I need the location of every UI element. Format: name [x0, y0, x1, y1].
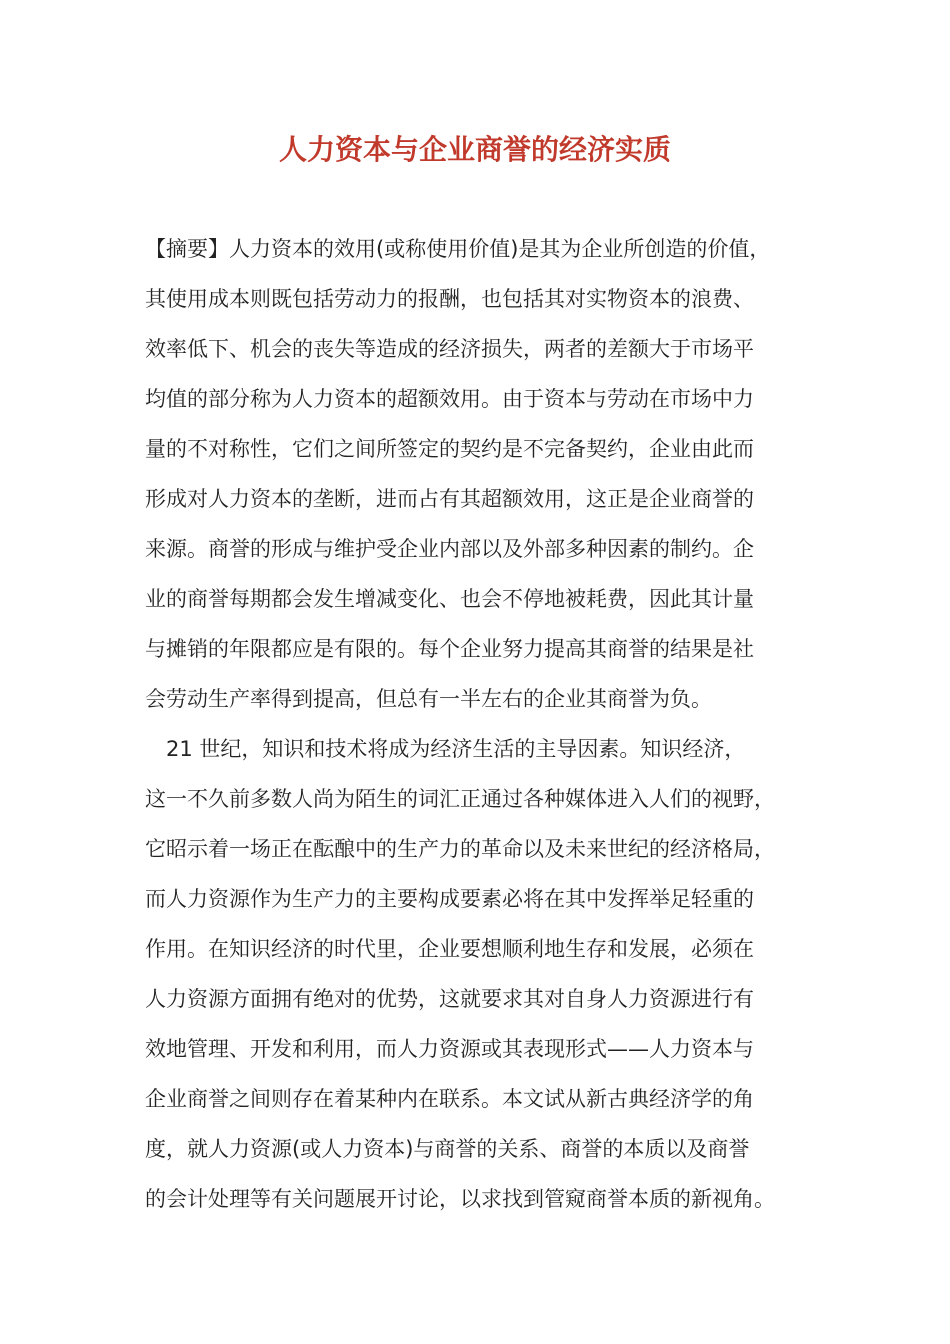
text-line: 业的商誉每期都会发生增减变化、也会不停地被耗费，因此其计量 — [145, 587, 754, 611]
text-line: 均值的部分称为人力资本的超额效用。由于资本与劳动在市场中力 — [145, 387, 754, 411]
text-line: 的会计处理等有关问题展开讨论，以求找到管窥商誉本质的新视角。 — [145, 1187, 775, 1211]
text-line: 来源。商誉的形成与维护受企业内部以及外部多种因素的制约。企 — [145, 537, 754, 561]
text-line: 效地管理、开发和利用，而人力资源或其表现形式——人力资本与 — [145, 1037, 754, 1061]
text-line: 与摊销的年限都应是有限的。每个企业努力提高其商誉的结果是社 — [145, 637, 754, 661]
text-line: 这一不久前多数人尚为陌生的词汇正通过各种媒体进入人们的视野， — [145, 787, 775, 811]
text-line: 其使用成本则既包括劳动力的报酬，也包括其对实物资本的浪费、 — [145, 287, 754, 311]
text-line: 效率低下、机会的丧失等造成的经济损失，两者的差额大于市场平 — [145, 337, 754, 361]
text-line: 它昭示着一场正在酝酿中的生产力的革命以及未来世纪的经济格局， — [145, 837, 775, 861]
document-title: 人力资本与企业商誉的经济实质 — [278, 133, 671, 166]
text-line: 量的不对称性，它们之间所签定的契约是不完备契约，企业由此而 — [145, 437, 754, 461]
text-line: 企业商誉之间则存在着某种内在联系。本文试从新古典经济学的角 — [145, 1087, 754, 1111]
text-line: 21 世纪，知识和技术将成为经济生活的主导因素。知识经济， — [145, 737, 746, 761]
text-line: 而人力资源作为生产力的主要构成要素必将在其中发挥举足轻重的 — [145, 887, 754, 911]
text-line: 会劳动生产率得到提高，但总有一半左右的企业其商誉为负。 — [145, 687, 712, 711]
text-line: 作用。在知识经济的时代里，企业要想顺利地生存和发展，必须在 — [145, 937, 754, 961]
text-line: 人力资源方面拥有绝对的优势，这就要求其对自身人力资源进行有 — [145, 987, 754, 1011]
abstract-paragraph — [145, 224, 810, 724]
intro-paragraph — [145, 724, 810, 1224]
text-line: 【摘要】人力资本的效用(或称使用价值)是其为企业所创造的价值， — [145, 237, 771, 261]
text-line: 度，就人力资源(或人力资本)与商誉的关系、商誉的本质以及商誉 — [145, 1137, 750, 1161]
text-line: 形成对人力资本的垄断，进而占有其超额效用，这正是企业商誉的 — [145, 487, 754, 511]
